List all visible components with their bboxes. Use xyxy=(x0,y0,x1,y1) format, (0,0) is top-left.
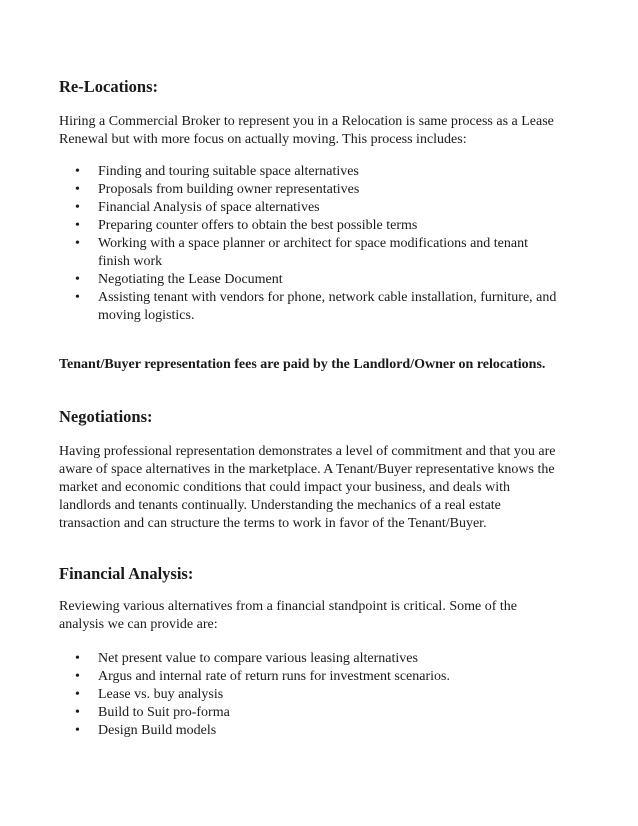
relocations-intro-line-1: Hiring a Commercial Broker to represent you in a Relocation is same process as a Lease xyxy=(59,114,554,129)
negotiations-line-3: market and economic conditions that could impact your business, and deals with xyxy=(59,480,511,495)
list-item: • Finding and touring suitable space alternatives xyxy=(75,164,359,179)
negotiations-line-1: Having professional representation demonstrates a level of commitment and that you are xyxy=(59,444,556,459)
list-item: • Argus and internal rate of return runs for investment scenarios. xyxy=(75,669,450,684)
bullet-icon: • xyxy=(75,272,80,287)
negotiations-line-5: transaction and can structure the terms to work in favor of the Tenant/Buyer. xyxy=(59,516,487,531)
bullet-icon: • xyxy=(75,164,80,179)
negotiations-line-2: aware of space alternatives in the marketplace. A Tenant/Buyer representative knows the xyxy=(59,462,555,477)
negotiations-heading: Negotiations: xyxy=(59,407,153,426)
relocations-heading: Re-Locations: xyxy=(59,77,158,96)
list-item: • Negotiating the Lease Document xyxy=(75,272,283,287)
financial-analysis-list xyxy=(59,650,599,740)
financial-analysis-intro xyxy=(59,598,579,634)
bullet-icon: • xyxy=(75,705,80,720)
list-item: • Lease vs. buy analysis xyxy=(75,687,224,702)
bullet-icon: • xyxy=(75,200,80,215)
list-item: • Proposals from building owner representatives xyxy=(75,182,360,197)
list-item: • Build to Suit pro-forma xyxy=(75,705,230,720)
list-item: • Design Build models xyxy=(75,723,217,738)
bullet-icon: • xyxy=(75,669,80,684)
bullet-icon: • xyxy=(75,651,80,666)
bullet-icon: • xyxy=(75,687,80,702)
relocations-intro xyxy=(59,113,579,149)
relocations-list xyxy=(59,163,599,325)
negotiations-paragraph xyxy=(59,443,579,533)
bullet-icon: • xyxy=(75,290,80,305)
list-item: • Assisting tenant with vendors for phone, network cable installation, furniture, and moving logistics. xyxy=(75,290,557,323)
bullet-icon: • xyxy=(75,218,80,233)
bullet-icon: • xyxy=(75,182,80,197)
financial-analysis-intro-line-1: Reviewing various alternatives from a financial standpoint is critical. Some of the xyxy=(59,599,517,614)
list-item: • Financial Analysis of space alternatives xyxy=(75,200,320,215)
list-item: • Working with a space planner or architect for space modifications and tenant finish work xyxy=(75,236,528,269)
bullet-icon: • xyxy=(75,236,80,251)
relocations-intro-line-2: Renewal but with more focus on actually moving. This process includes: xyxy=(59,132,467,147)
financial-analysis-intro-line-2: analysis we can provide are: xyxy=(59,617,218,632)
financial-analysis-heading: Financial Analysis: xyxy=(59,564,194,583)
negotiations-line-4: landlords and tenants continually. Understanding the mechanics of a real estate xyxy=(59,498,501,513)
list-item: • Preparing counter offers to obtain the best possible terms xyxy=(75,218,418,233)
bullet-icon: • xyxy=(75,723,80,738)
fees-note: Tenant/Buyer representation fees are paid by the Landlord/Owner on relocations. xyxy=(59,357,546,372)
list-item: • Net present value to compare various leasing alternatives xyxy=(75,651,418,666)
